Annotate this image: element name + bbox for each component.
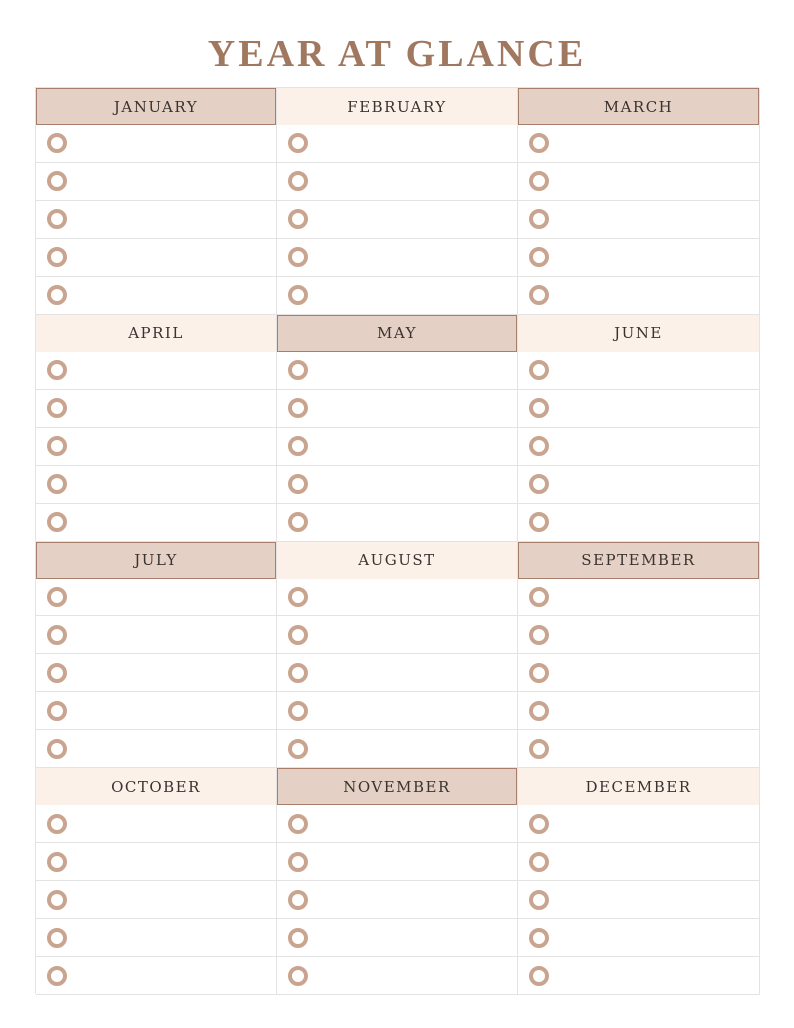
month-rows xyxy=(277,579,517,769)
list-item[interactable] xyxy=(518,466,759,504)
ring-icon[interactable] xyxy=(47,209,67,229)
list-item[interactable] xyxy=(518,957,759,995)
ring-icon[interactable] xyxy=(288,814,308,834)
month-header: MARCH xyxy=(518,88,759,125)
list-item[interactable] xyxy=(36,654,276,692)
month-header: OCTOBER xyxy=(36,768,276,805)
month-rows xyxy=(277,805,517,995)
list-item[interactable] xyxy=(518,428,759,466)
ring-icon[interactable] xyxy=(529,663,549,683)
month-header: MAY xyxy=(277,315,517,352)
list-item[interactable] xyxy=(518,730,759,768)
list-item[interactable] xyxy=(36,125,276,163)
month-block-february xyxy=(277,88,518,315)
list-item[interactable] xyxy=(277,125,517,163)
list-item[interactable] xyxy=(518,390,759,428)
ring-icon[interactable] xyxy=(529,890,549,910)
ring-icon[interactable] xyxy=(529,928,549,948)
list-item[interactable] xyxy=(277,730,517,768)
list-item[interactable] xyxy=(36,239,276,277)
month-rows xyxy=(518,805,759,995)
list-item[interactable] xyxy=(277,277,517,315)
list-item[interactable] xyxy=(36,201,276,239)
ring-icon[interactable] xyxy=(47,890,67,910)
ring-icon[interactable] xyxy=(288,247,308,267)
ring-icon[interactable] xyxy=(288,587,308,607)
list-item[interactable] xyxy=(36,163,276,201)
ring-icon[interactable] xyxy=(288,398,308,418)
ring-icon[interactable] xyxy=(47,966,67,986)
ring-icon[interactable] xyxy=(47,171,67,191)
ring-icon[interactable] xyxy=(529,436,549,456)
month-block-august xyxy=(277,542,518,769)
list-item[interactable] xyxy=(518,881,759,919)
month-header: JUNE xyxy=(518,315,759,352)
list-item[interactable] xyxy=(277,957,517,995)
list-item[interactable] xyxy=(518,805,759,843)
ring-icon[interactable] xyxy=(529,398,549,418)
ring-icon[interactable] xyxy=(47,625,67,645)
ring-icon[interactable] xyxy=(288,739,308,759)
list-item[interactable] xyxy=(518,352,759,390)
list-item[interactable] xyxy=(277,843,517,881)
ring-icon[interactable] xyxy=(47,360,67,380)
list-item[interactable] xyxy=(36,352,276,390)
month-rows xyxy=(36,352,276,542)
ring-icon[interactable] xyxy=(529,852,549,872)
ring-icon[interactable] xyxy=(529,133,549,153)
ring-icon[interactable] xyxy=(288,852,308,872)
ring-icon[interactable] xyxy=(529,512,549,532)
ring-icon[interactable] xyxy=(47,852,67,872)
month-block-november xyxy=(277,768,518,995)
list-item[interactable] xyxy=(277,428,517,466)
ring-icon[interactable] xyxy=(529,474,549,494)
list-item[interactable] xyxy=(36,277,276,315)
month-rows xyxy=(518,352,759,542)
ring-icon[interactable] xyxy=(529,966,549,986)
list-item[interactable] xyxy=(277,466,517,504)
ring-icon[interactable] xyxy=(288,701,308,721)
ring-icon[interactable] xyxy=(288,285,308,305)
ring-icon[interactable] xyxy=(47,436,67,456)
month-block-march xyxy=(518,88,760,315)
list-item[interactable] xyxy=(518,504,759,542)
list-item[interactable] xyxy=(277,616,517,654)
list-item[interactable] xyxy=(36,579,276,617)
list-item[interactable] xyxy=(518,616,759,654)
list-item[interactable] xyxy=(36,881,276,919)
month-header: APRIL xyxy=(36,315,276,352)
ring-icon[interactable] xyxy=(288,171,308,191)
month-rows xyxy=(277,125,517,315)
ring-icon[interactable] xyxy=(288,360,308,380)
ring-icon[interactable] xyxy=(47,587,67,607)
month-block-january xyxy=(36,88,277,315)
ring-icon[interactable] xyxy=(47,285,67,305)
month-header: JANUARY xyxy=(36,88,276,125)
list-item[interactable] xyxy=(277,352,517,390)
list-item[interactable] xyxy=(518,201,759,239)
list-item[interactable] xyxy=(518,239,759,277)
month-rows xyxy=(277,352,517,542)
list-item[interactable] xyxy=(36,957,276,995)
month-header: SEPTEMBER xyxy=(518,542,759,579)
ring-icon[interactable] xyxy=(288,436,308,456)
list-item[interactable] xyxy=(518,163,759,201)
ring-icon[interactable] xyxy=(47,474,67,494)
list-item[interactable] xyxy=(277,239,517,277)
list-item[interactable] xyxy=(36,504,276,542)
list-item[interactable] xyxy=(36,466,276,504)
list-item[interactable] xyxy=(277,654,517,692)
list-item[interactable] xyxy=(277,919,517,957)
ring-icon[interactable] xyxy=(288,966,308,986)
month-header: JULY xyxy=(36,542,276,579)
list-item[interactable] xyxy=(277,163,517,201)
list-item[interactable] xyxy=(36,428,276,466)
month-header: NOVEMBER xyxy=(277,768,517,805)
list-item[interactable] xyxy=(36,730,276,768)
list-item[interactable] xyxy=(36,919,276,957)
list-item[interactable] xyxy=(36,843,276,881)
list-item[interactable] xyxy=(518,277,759,315)
ring-icon[interactable] xyxy=(288,928,308,948)
list-item[interactable] xyxy=(277,504,517,542)
list-item[interactable] xyxy=(36,692,276,730)
month-block-july xyxy=(36,542,277,769)
month-block-september xyxy=(518,542,760,769)
ring-icon[interactable] xyxy=(529,625,549,645)
ring-icon[interactable] xyxy=(529,587,549,607)
list-item[interactable] xyxy=(277,579,517,617)
list-item[interactable] xyxy=(277,201,517,239)
ring-icon[interactable] xyxy=(288,890,308,910)
list-item[interactable] xyxy=(518,843,759,881)
ring-icon[interactable] xyxy=(288,474,308,494)
ring-icon[interactable] xyxy=(47,739,67,759)
list-item[interactable] xyxy=(277,881,517,919)
list-item[interactable] xyxy=(518,919,759,957)
month-header: FEBRUARY xyxy=(277,88,517,125)
list-item[interactable] xyxy=(36,616,276,654)
month-rows xyxy=(36,579,276,769)
ring-icon[interactable] xyxy=(288,625,308,645)
month-rows xyxy=(518,125,759,315)
list-item[interactable] xyxy=(277,390,517,428)
list-item[interactable] xyxy=(518,692,759,730)
ring-icon[interactable] xyxy=(47,512,67,532)
ring-icon[interactable] xyxy=(288,209,308,229)
list-item[interactable] xyxy=(518,125,759,163)
list-item[interactable] xyxy=(36,390,276,428)
month-block-october xyxy=(36,768,277,995)
ring-icon[interactable] xyxy=(529,171,549,191)
ring-icon[interactable] xyxy=(47,663,67,683)
month-block-april xyxy=(36,315,277,542)
month-block-december xyxy=(518,768,760,995)
month-header: AUGUST xyxy=(277,542,517,579)
month-rows xyxy=(36,805,276,995)
month-block-may xyxy=(277,315,518,542)
month-block-june xyxy=(518,315,760,542)
ring-icon[interactable] xyxy=(47,814,67,834)
ring-icon[interactable] xyxy=(47,247,67,267)
ring-icon[interactable] xyxy=(288,133,308,153)
ring-icon[interactable] xyxy=(288,512,308,532)
ring-icon[interactable] xyxy=(529,814,549,834)
ring-icon[interactable] xyxy=(529,739,549,759)
ring-icon[interactable] xyxy=(529,247,549,267)
month-rows xyxy=(518,579,759,769)
ring-icon[interactable] xyxy=(288,663,308,683)
list-item[interactable] xyxy=(36,805,276,843)
list-item[interactable] xyxy=(518,654,759,692)
ring-icon[interactable] xyxy=(47,398,67,418)
ring-icon[interactable] xyxy=(47,133,67,153)
ring-icon[interactable] xyxy=(47,701,67,721)
page-title: YEAR AT GLANCE xyxy=(207,33,587,75)
ring-icon[interactable] xyxy=(529,360,549,380)
ring-icon[interactable] xyxy=(47,928,67,948)
list-item[interactable] xyxy=(277,805,517,843)
month-grid xyxy=(35,87,759,994)
month-rows xyxy=(36,125,276,315)
list-item[interactable] xyxy=(518,579,759,617)
list-item[interactable] xyxy=(277,692,517,730)
ring-icon[interactable] xyxy=(529,701,549,721)
ring-icon[interactable] xyxy=(529,285,549,305)
ring-icon[interactable] xyxy=(529,209,549,229)
month-header: DECEMBER xyxy=(518,768,759,805)
